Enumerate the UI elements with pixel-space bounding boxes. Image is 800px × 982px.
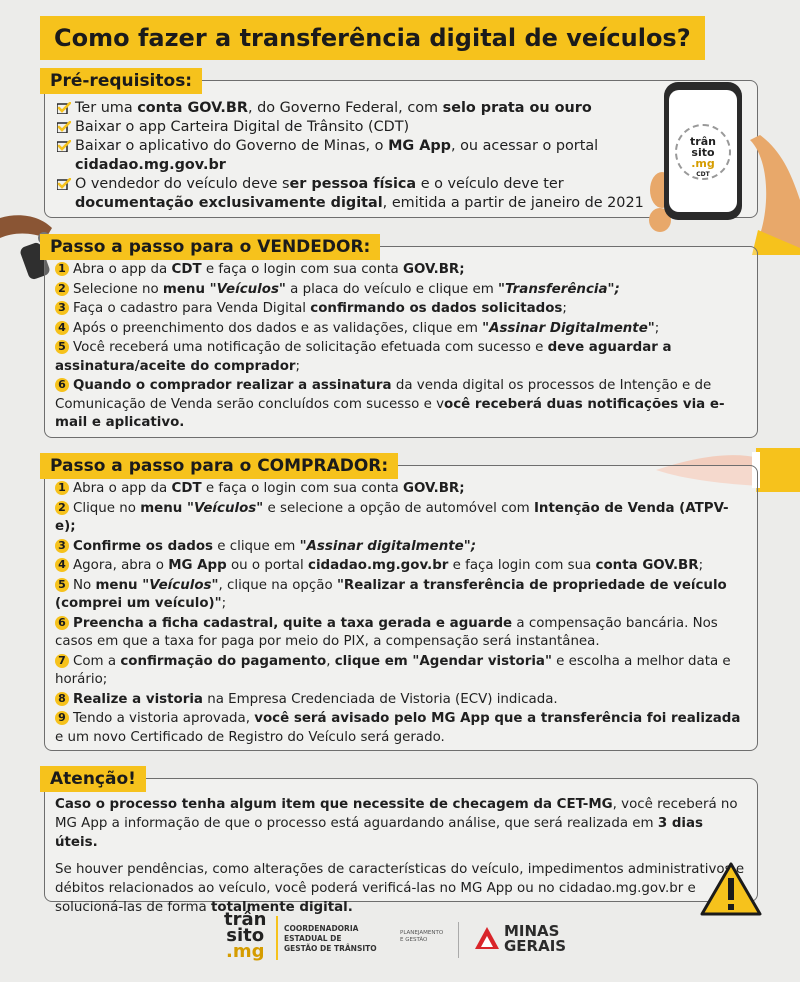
footer-divider (276, 916, 278, 960)
text-run: Após o preenchimento dos dados e as validações, clique em (73, 320, 483, 336)
text-run: CDT (171, 262, 202, 277)
cegt-line2: ESTADUAL DE (284, 934, 342, 943)
buyer-steps (55, 480, 747, 747)
step-number: 5 (55, 578, 69, 592)
text-run: Baixar o aplicativo do Governo de Minas, o (75, 138, 389, 154)
text-run: confirmando os dados solicitados (310, 301, 563, 316)
text-run: "Assinar digitalmente"; (299, 538, 477, 554)
text-run: Agora, abra o (73, 558, 169, 573)
seller-steps (55, 261, 747, 433)
text-run: , ou acessar o portal (450, 138, 599, 154)
text-run: Ter uma (75, 100, 138, 116)
text-run: totalmente digital. (211, 900, 353, 915)
prereq-item (57, 137, 647, 175)
text-run: cidadao.mg.gov.br (308, 558, 449, 573)
check-icon (57, 140, 71, 152)
footer-logo-line1: trân (224, 909, 267, 930)
text-run: ocê receberá duas notificações via e-mail e aplicativo. (55, 396, 725, 430)
step-number: 7 (55, 654, 69, 668)
text-run: ou o portal (226, 558, 308, 573)
text-run: , clique na opção (218, 577, 337, 593)
text-run: a placa do veículo e clique em (285, 281, 499, 297)
plan-line1: PLANEJAMENTO (400, 930, 444, 936)
text-run: "Transferência"; (498, 281, 620, 297)
step-item (55, 300, 747, 319)
step-number: 6 (55, 378, 69, 392)
text-run: "Veículos" (142, 577, 219, 593)
text-run: clique em "Agendar vistoria" (334, 653, 552, 669)
text-run: e um novo Certificado de Registro do Veículo será gerado. (55, 729, 445, 745)
step-number: 5 (55, 340, 69, 354)
check-icon (57, 121, 71, 133)
step-item (55, 261, 747, 280)
text-run: Selecione no (73, 281, 163, 297)
minas-line1: MINAS (504, 922, 560, 940)
text-run: e escolha a melhor data e horário; (55, 653, 731, 687)
text-run: ; (295, 358, 301, 374)
text-run: GOV.BR; (402, 481, 465, 496)
step-number: 9 (55, 711, 69, 725)
text-run: MG App (168, 558, 227, 573)
warning-icon (700, 862, 762, 918)
text-run: conta GOV.BR (137, 100, 248, 116)
text-run: "Veículos" (186, 500, 264, 516)
text-run: Caso o processo tenha algum item que necessite de checagem da CET-MG (55, 797, 613, 812)
minas-line2: GERAIS (504, 937, 567, 955)
text-run: Se houver pendências, como alterações de características do veículo, impedimentos administrativos e débitos relacionados ao veículo, você poderá verificá-las no MG App ou no cidadao.mg.gov.br e solucioná-las de forma (55, 862, 745, 915)
step-number: 8 (55, 692, 69, 706)
cegt-line1: COORDENADORIA (284, 924, 359, 933)
step-item (55, 538, 747, 557)
text-run: e selecione a opção de automóvel com (263, 500, 534, 516)
phone-icon (664, 82, 742, 220)
text-run: , (326, 653, 335, 669)
step-number: 1 (55, 262, 69, 276)
text-run: 3 dias úteis. (55, 816, 704, 850)
text-run: Abra o app da (73, 481, 172, 496)
step-item (55, 615, 747, 652)
step-number: 2 (55, 282, 69, 296)
prereq-item (57, 118, 647, 137)
seller-tag: Passo a passo para o VENDEDOR: (40, 234, 380, 260)
text-run: deve aguardar a assinatura/aceite do comprador (55, 340, 672, 374)
text-run: Preencha a ficha cadastral, quite a taxa gerada e aguarde (73, 615, 513, 631)
phone-screen (669, 90, 737, 212)
text-run: CDT (171, 481, 202, 496)
text-run: O vendedor do veículo deve s (75, 176, 290, 192)
step-item (55, 557, 747, 576)
footer-transito-logo (224, 909, 267, 962)
text-run: No (73, 577, 96, 593)
text-run: , do Governo Federal, com (247, 100, 443, 116)
text-run: confirmação do pagamento (120, 653, 327, 669)
text-run: er pessoa física (289, 176, 417, 192)
prereq-list (57, 99, 647, 213)
page-title: Como fazer a transferência digital de veículos? (40, 16, 705, 60)
badge-line1: trân (690, 135, 716, 148)
prereq-tag: Pré-requisitos: (40, 68, 202, 94)
attention-paragraphs (55, 795, 747, 917)
text-run: da venda digital os processos de Intenção e de Comunicação de Venda serão concluídos com sucesso e v (55, 378, 712, 412)
seller-box (44, 246, 758, 438)
attention-box (44, 778, 758, 915)
step-number: 4 (55, 321, 69, 335)
step-item (55, 320, 747, 339)
badge-line3: .mg (691, 157, 715, 170)
cegt-line3: GESTÃO DE TRÂNSITO (284, 944, 377, 953)
text-run: documentação exclusivamente digital (75, 195, 383, 211)
text-run: na Empresa Credenciada de Vistoria (ECV) indicada. (202, 691, 558, 707)
step-number: 3 (55, 539, 69, 553)
text-run: e clique em (213, 538, 300, 554)
text-run: menu (95, 577, 143, 593)
step-item (55, 710, 747, 747)
minas-gerais-logo-icon (474, 926, 500, 950)
footer-minas-gerais (504, 924, 566, 954)
step-item (55, 500, 747, 537)
step-number: 4 (55, 558, 69, 572)
text-run: a compensação bancária. Nos casos em que a taxa for paga por meio do PIX, a compensação será instantânea. (55, 615, 718, 649)
text-run: Baixar o app Carteira Digital de Trânsito (CDT) (75, 119, 410, 135)
text-run: e o veículo deve ter (416, 176, 564, 192)
buyer-box (44, 465, 758, 751)
text-run: GOV.BR; (402, 262, 465, 277)
text-run: Com a (73, 653, 121, 669)
text-run: Abra o app da (73, 262, 172, 277)
badge-line2: sito (691, 146, 715, 159)
step-item (55, 691, 747, 710)
text-run: menu (162, 281, 210, 297)
step-item (55, 653, 747, 690)
badge-cdt: CDT (696, 171, 710, 178)
text-run: ; (221, 596, 227, 611)
prereq-item (57, 175, 647, 213)
text-run: "Realizar a transferência de propriedade de veículo (comprei um veículo)" (55, 577, 727, 611)
step-item (55, 377, 747, 433)
text-run: ; (654, 320, 660, 336)
footer-separator (458, 922, 459, 958)
text-run: MG App (388, 138, 451, 154)
text-run: Intenção de Venda (ATPV-e); (55, 500, 729, 534)
text-run: selo prata ou ouro (442, 100, 592, 116)
text-run: conta GOV.BR (595, 558, 699, 573)
plan-line2: E GESTÃO (400, 937, 428, 943)
attention-paragraph (55, 795, 747, 852)
buyer-tag: Passo a passo para o COMPRADOR: (40, 453, 398, 479)
text-run: , emitida a partir de janeiro de 2021 (382, 195, 644, 211)
text-run: "Assinar Digitalmente" (482, 320, 655, 336)
text-run: Faça o cadastro para Venda Digital (73, 301, 311, 316)
step-item (55, 339, 747, 376)
step-number: 1 (55, 481, 69, 495)
text-run: Tendo a vistoria aprovada, (73, 711, 255, 726)
transito-badge (675, 124, 731, 180)
text-run: você será avisado pelo MG App que a transferência foi realizada (254, 711, 741, 726)
footer-logo-line2: sito (226, 925, 265, 946)
prereq-item (57, 99, 647, 118)
text-run: cidadao.mg.gov.br (75, 157, 226, 173)
text-run: Você receberá uma notificação de solicitação efetuada com sucesso e (73, 340, 548, 355)
text-run: e faça login com sua (448, 558, 596, 573)
text-run: Quando o comprador realizar a assinatura (73, 378, 392, 393)
text-run: menu (140, 500, 187, 516)
footer-planejamento (400, 930, 443, 944)
attention-tag: Atenção! (40, 766, 146, 792)
text-run: e faça o login com sua conta (201, 481, 403, 496)
attention-paragraph (55, 860, 747, 917)
text-run: Confirme os dados (73, 538, 213, 554)
step-number: 6 (55, 616, 69, 630)
step-item (55, 480, 747, 499)
step-item (55, 281, 747, 300)
text-run: Clique no (73, 500, 141, 516)
check-icon (57, 102, 71, 114)
step-item (55, 577, 747, 614)
text-run: Realize a vistoria (73, 691, 203, 707)
footer-logo-line3: .mg (225, 941, 265, 962)
step-number: 3 (55, 301, 69, 315)
text-run: ; (698, 558, 704, 573)
text-run: "Veículos" (209, 281, 286, 297)
text-run: e faça o login com sua conta (201, 262, 403, 277)
text-run: ; (562, 301, 567, 316)
text-run: , você receberá no MG App a informação de que o processo está aguardando análise, que será realizada em (55, 797, 738, 831)
check-icon (57, 178, 71, 190)
footer-cegt (284, 924, 377, 954)
step-number: 2 (55, 501, 69, 515)
